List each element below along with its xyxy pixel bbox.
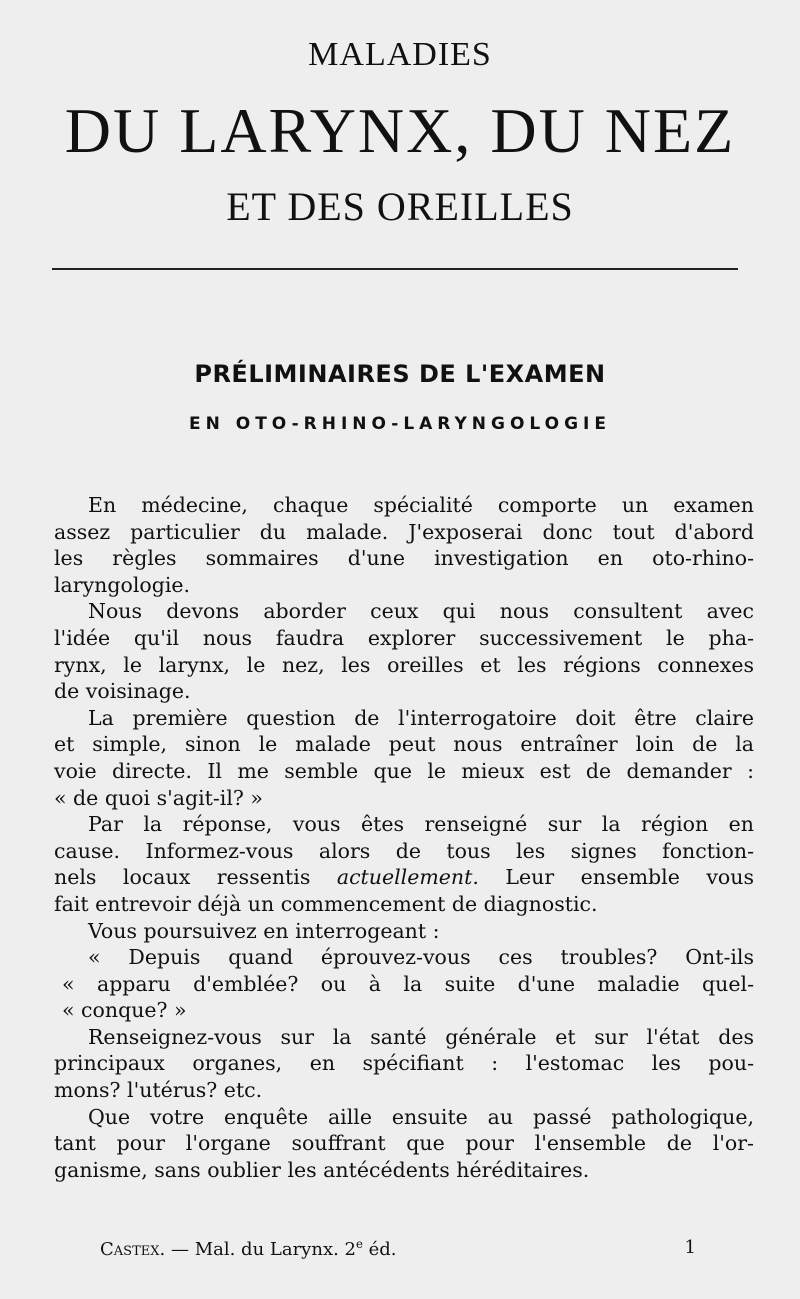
- text-line: cause. Informez-vous alors de tous les signes fonction-: [54, 838, 754, 863]
- text-line: « de quoi s'agit-il? »: [54, 785, 263, 810]
- italic-word: actuellement: [336, 865, 473, 890]
- text-line: Renseignez-vous sur la santé générale et sur l'état des: [88, 1024, 754, 1049]
- footer-author: Castex.: [100, 1239, 166, 1260]
- text-line: les règles sommaires d'une investigation en oto-rhino-: [54, 546, 754, 571]
- title-line-2: DU LARYNX, DU NEZ: [64, 95, 736, 166]
- text-line: rynx, le larynx, le nez, les oreilles et les régions connexes: [54, 652, 754, 677]
- text-line: et simple, sinon le malade peut nous entraîner loin de la: [54, 732, 754, 757]
- title-line-3: ET DES OREILLES: [226, 184, 574, 229]
- section-subtitle: EN OTO-RHINO-LARYNGOLOGIE: [189, 414, 611, 434]
- text-line: « Depuis quand éprouvez-vous ces troubles? Ont-ils: [88, 945, 754, 970]
- text-line: Par la réponse, vous êtes renseigné sur la région en: [88, 812, 754, 837]
- text-segment: nels locaux ressentis: [54, 865, 311, 890]
- text-line: « apparu d'emblée? ou à la suite d'une maladie quel-: [62, 971, 754, 996]
- text-line: l'idée qu'il nous faudra explorer successivement le pha-: [54, 625, 754, 650]
- text-line: « conque? »: [62, 998, 187, 1023]
- section-title: PRÉLIMINAIRES DE L'EXAMEN: [194, 360, 606, 388]
- footer-dash: —: [170, 1239, 189, 1260]
- text-line: ganisme, sans oublier les antécédents héréditaires.: [54, 1157, 590, 1182]
- text-line: laryngologie.: [54, 572, 191, 597]
- text-line: Vous poursuivez en interrogeant :: [88, 918, 440, 943]
- text-line: fait entrevoir déjà un commencement de diagnostic.: [54, 891, 598, 916]
- page-number: 1: [684, 1237, 696, 1258]
- text-line: assez particulier du malade. J'exposerai donc tout d'abord: [54, 519, 754, 544]
- text-segment: . Leur ensemble vous: [472, 865, 754, 890]
- text-line: tant pour l'organe souffrant que pour l'ensemble de l'or-: [54, 1131, 754, 1156]
- title-line-1: MALADIES: [308, 36, 492, 73]
- text-line: voie directe. Il me semble que le mieux est de demander :: [54, 758, 754, 783]
- text-line: principaux organes, en spécifiant : l'estomac les pou-: [54, 1051, 754, 1076]
- text-line: Que votre enquête aille ensuite au passé pathologique,: [88, 1104, 754, 1129]
- text-line: La première question de l'interrogatoire doit être claire: [88, 705, 754, 730]
- text-line-mixed: [54, 864, 754, 891]
- footer-edition-sup: e: [355, 1237, 363, 1251]
- footer-citation: [100, 1237, 397, 1260]
- footer-title: Mal. du Larynx. 2: [194, 1239, 356, 1260]
- text-line: Nous devons aborder ceux qui nous consultent avec: [88, 599, 754, 624]
- body-text: [54, 492, 754, 1183]
- text-line: En médecine, chaque spécialité comporte un examen: [88, 493, 754, 517]
- footer-edition: éd.: [362, 1239, 397, 1260]
- title-rule: [52, 268, 738, 270]
- text-line: de voisinage.: [54, 679, 191, 704]
- text-line: mons? l'utérus? etc.: [54, 1078, 263, 1103]
